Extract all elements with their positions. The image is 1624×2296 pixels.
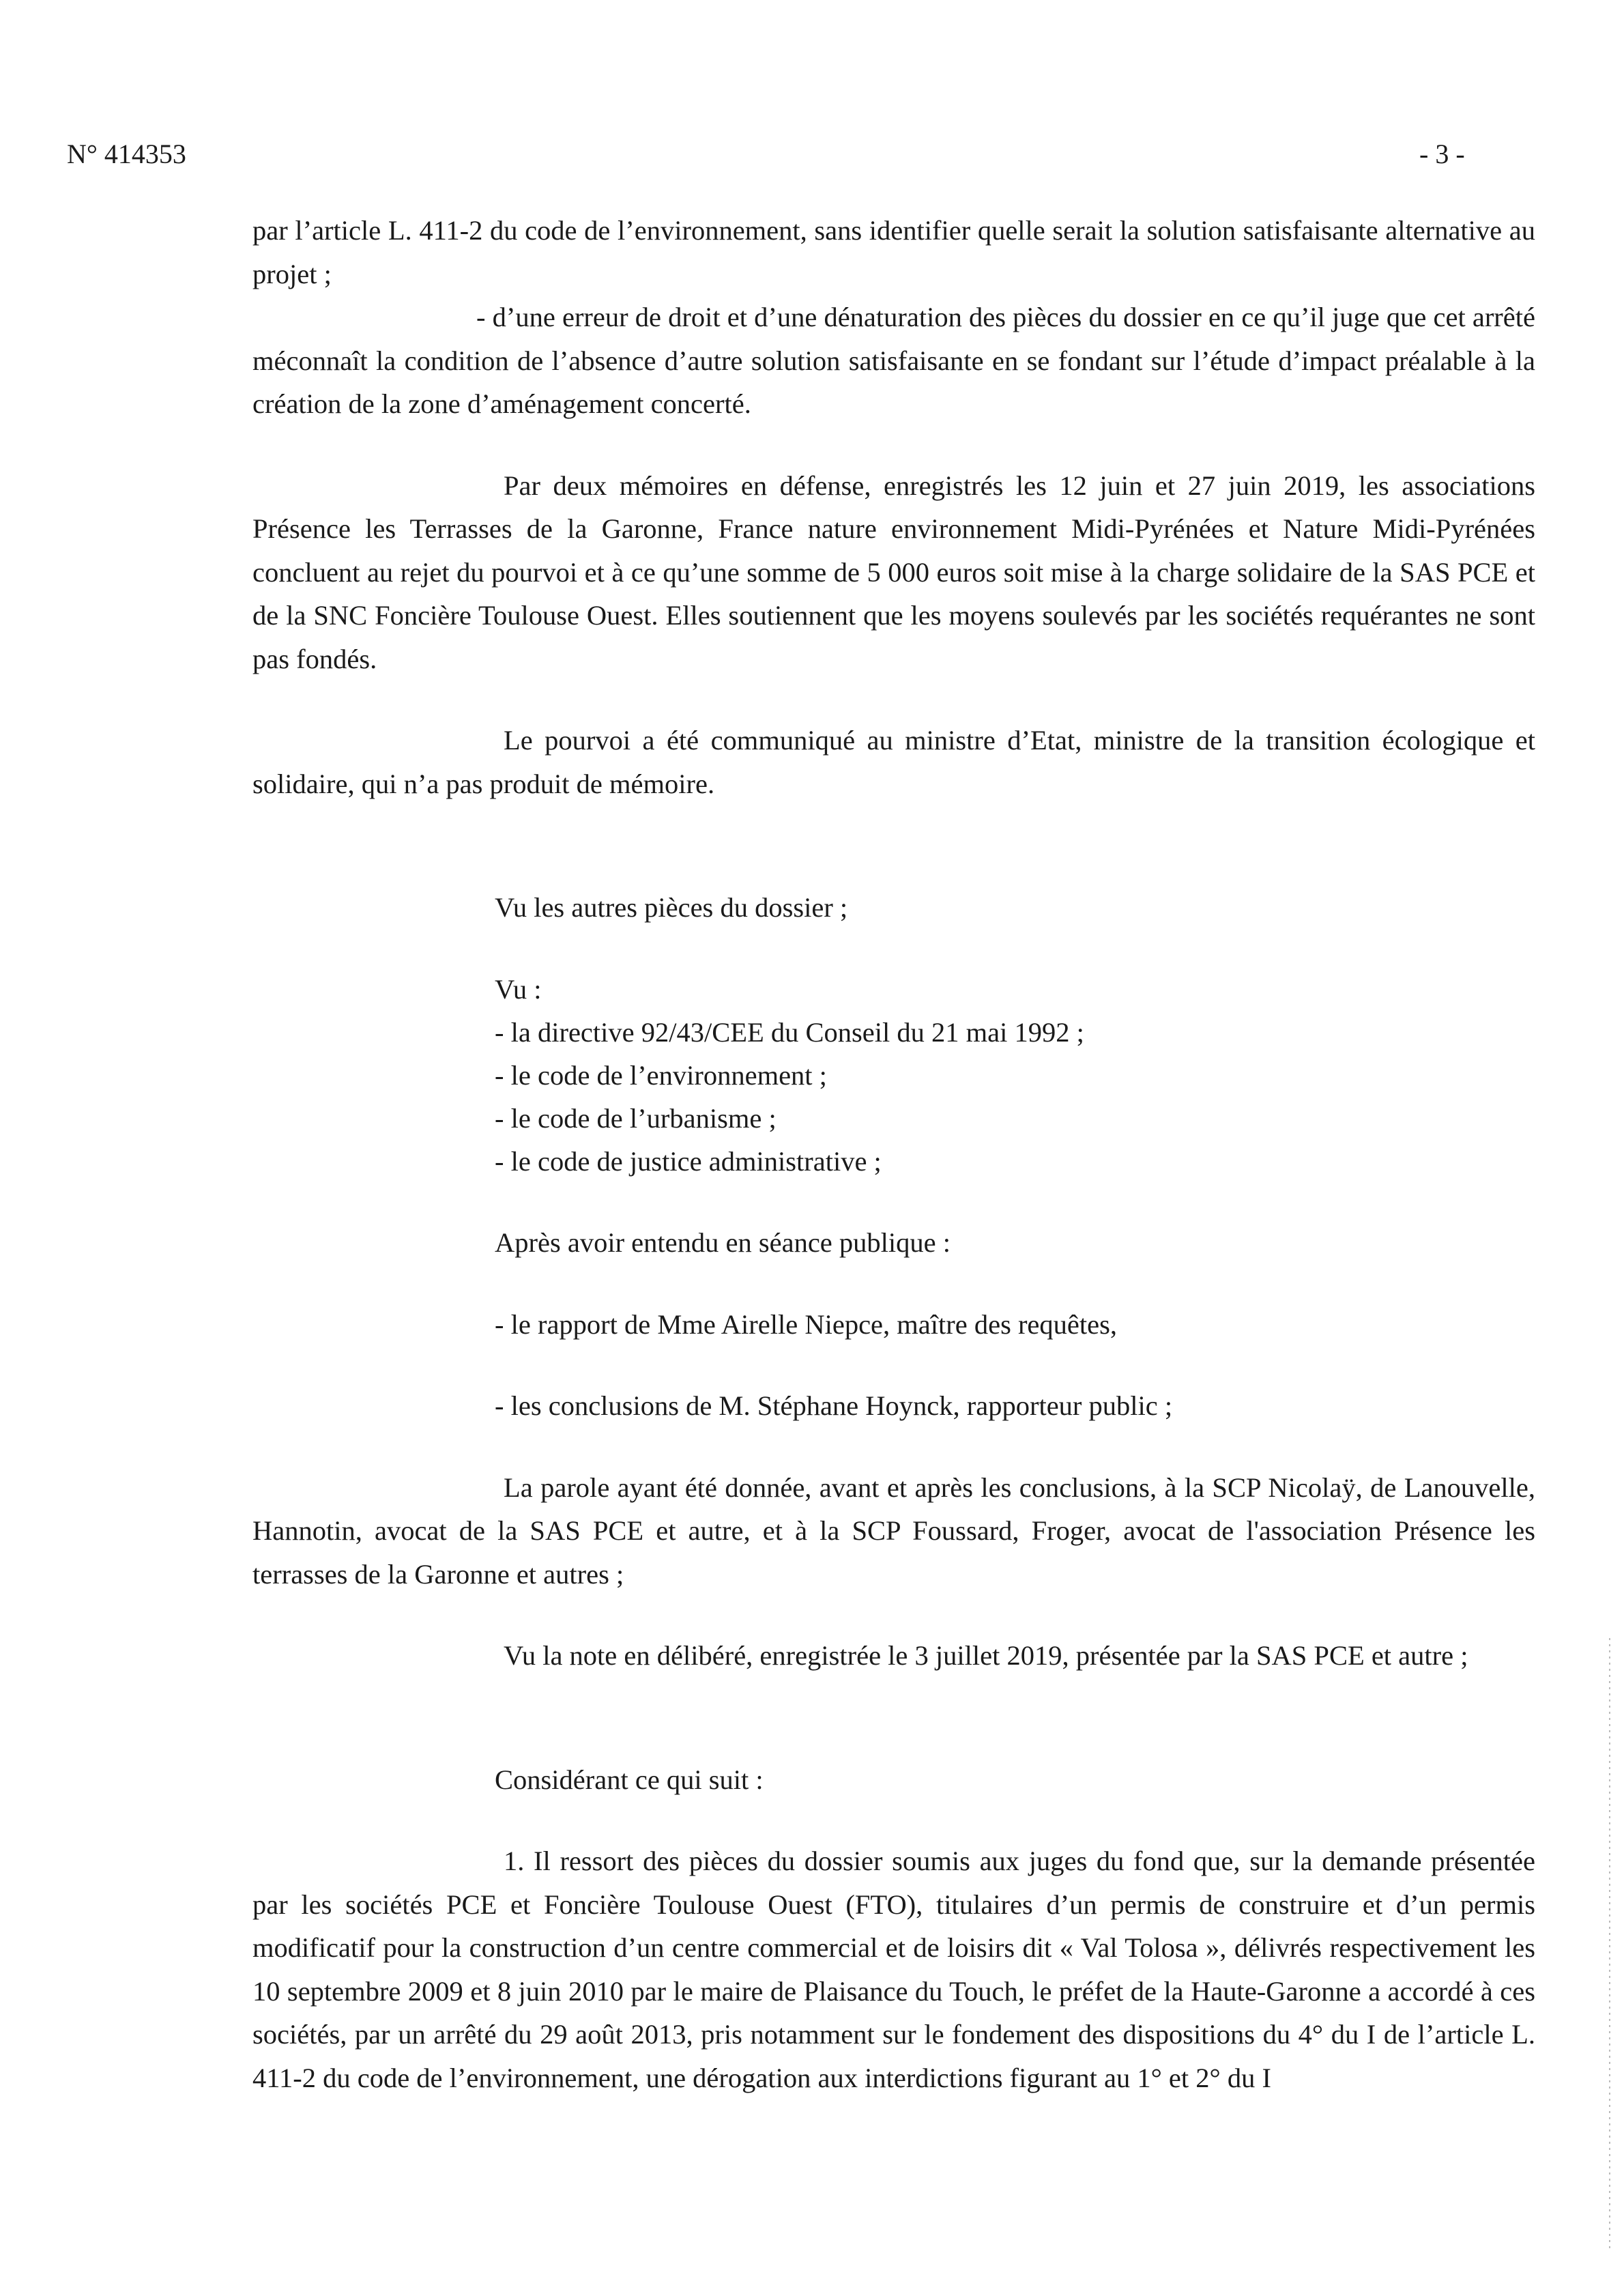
document-body (252, 209, 1535, 2099)
list-item: - le code de l’environnement ; (495, 1060, 827, 1091)
paragraph-pourvoi-communique: Le pourvoi a été communiqué au ministre d’Etat, ministre de la transition écologique et solidaire, qui n’a pas produit de mémoire. (252, 725, 1535, 799)
list-item: - la directive 92/43/CEE du Conseil du 21 mai 1992 ; (495, 1017, 1084, 1048)
scan-edge-line (1609, 1638, 1610, 2252)
list-item: - le code de l’urbanisme ; (495, 1103, 777, 1134)
page-number: - 3 - (1419, 139, 1465, 169)
list-item: - le code de justice administrative ; (495, 1146, 882, 1177)
paragraph-parole: La parole ayant été donnée, avant et après les conclusions, à la SCP Nicolaÿ, de Lanouvelle, Hannotin, avocat de la SAS PCE et autre, et à la SCP Foussard, Froger, avocat de l'association Présence les terrasses de la Garonne et autres ; (252, 1472, 1535, 1590)
vu-list (252, 1011, 1535, 1183)
paragraph-conclusions: - les conclusions de M. Stéphane Hoynck, rapporteur public ; (495, 1390, 1173, 1421)
paragraph-memoires-defense: Par deux mémoires en défense, enregistrés les 12 juin et 27 juin 2019, les associations Présence les Terrasses de la Garonne, France nature environnement Midi-Pyrénées et Nature Midi-Pyrénées concluent au rejet du pourvoi et à ce qu’une somme de 5 000 euros soit mise à la charge solidaire de la SAS PCE et de la SNC Foncière Toulouse Ouest. Elles soutiennent que les moyens soulevés par les sociétés requérantes ne sont pas fondés. (252, 470, 1535, 674)
paragraph-point-1: 1. Il ressort des pièces du dossier soumis aux juges du fond que, sur la demande présentée par les sociétés PCE et Foncière Toulouse Ouest (FTO), titulaires d’un permis de construire et d’un permis modificatif pour la construction d’un centre commercial et de loisirs dit « Val Tolosa », délivrés respectivement les 10 septembre 2009 et 8 juin 2010 par le maire de Plaisance du Touch, le préfet de la Haute-Garonne a accordé à ces sociétés, par un arrêté du 29 août 2013, pris notamment sur le fondement des dispositions du 4° du I de l’article L. 411-2 du code de l’environnement, une dérogation aux interdictions figurant au 1° et 2° du I (252, 1846, 1535, 2093)
paragraph-note-deliberee: Vu la note en délibéré, enregistrée le 3 juillet 2019, présentée par la SAS PCE et autre ; (504, 1640, 1468, 1671)
paragraph-dash-error: - d’une erreur de droit et d’une dénaturation des pièces du dossier en ce qu’il juge que cet arrêté méconnaît la condition de l’absence d’autre solution satisfaisante en se fondant sur l’étude d’impact préalable à la création de la zone d’aménagement concerté. (252, 302, 1535, 419)
paragraph-seance-publique: Après avoir entendu en séance publique : (495, 1227, 951, 1258)
paragraph-considerant: Considérant ce qui suit : (495, 1764, 764, 1795)
case-number: N° 414353 (67, 139, 186, 169)
paragraph-rapport: - le rapport de Mme Airelle Niepce, maître des requêtes, (495, 1308, 1118, 1340)
vu-label: Vu : (495, 973, 542, 1005)
paragraph-continuation: par l’article L. 411-2 du code de l’environnement, sans identifier quelle serait la solution satisfaisante alternative au projet ; (252, 215, 1535, 289)
paragraph-vu-pieces: Vu les autres pièces du dossier ; (495, 892, 848, 923)
